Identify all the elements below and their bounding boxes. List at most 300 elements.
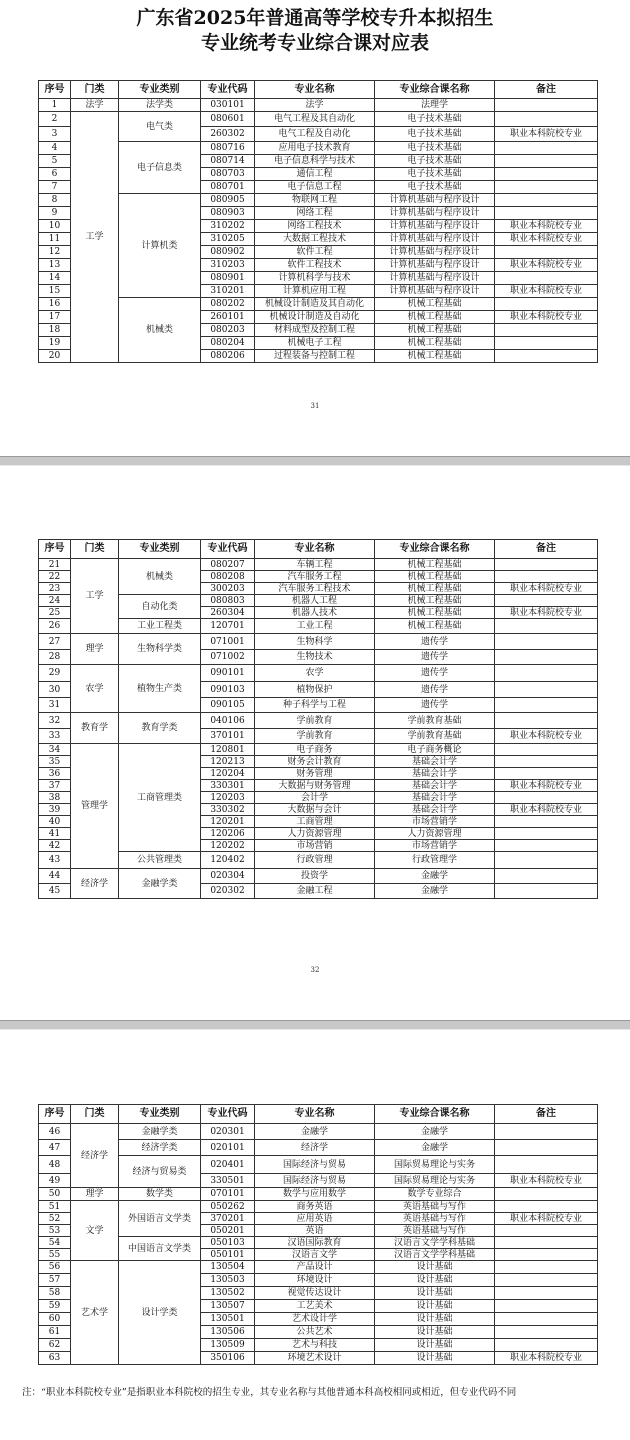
cell-major-name: 金融学	[255, 1124, 375, 1140]
cell-seq: 53	[39, 1225, 71, 1237]
table-row	[39, 1237, 598, 1249]
cell-seq: 63	[39, 1352, 71, 1365]
cell-major-code: 020304	[201, 869, 255, 884]
cell-major-name: 软件工程	[255, 246, 375, 259]
cell-major-name: 人力资源管理	[255, 828, 375, 840]
cell-major-name: 艺术设计学	[255, 1313, 375, 1326]
cell-major-code: 071002	[201, 650, 255, 665]
cell-major-class: 电子信息类	[119, 142, 201, 194]
cell-major-class: 公共管理类	[119, 852, 201, 869]
cell-course-name: 遗传学	[375, 698, 495, 713]
cell-major-name: 大数据工程技术	[255, 233, 375, 246]
cell-course-name: 机械工程基础	[375, 559, 495, 571]
cell-major-code: 080703	[201, 168, 255, 181]
cell-major-name: 大数据与会计	[255, 804, 375, 816]
cell-remark: 职业本科院校专业	[495, 804, 598, 816]
cell-course-name: 汉语言文学学科基础	[375, 1249, 495, 1261]
cell-course-name: 市场营销学	[375, 840, 495, 852]
cell-remark	[495, 324, 598, 337]
cell-major-code: 080206	[201, 350, 255, 363]
column-header-major-class: 专业类别	[119, 81, 201, 99]
cell-major-code: 350106	[201, 1352, 255, 1365]
cell-course-name: 设计基础	[375, 1313, 495, 1326]
cell-seq: 10	[39, 220, 71, 233]
cell-major-code: 020101	[201, 1140, 255, 1156]
cell-seq: 19	[39, 337, 71, 350]
table-row	[39, 298, 598, 311]
cell-remark	[495, 272, 598, 285]
cell-remark	[495, 840, 598, 852]
cell-seq: 57	[39, 1274, 71, 1287]
cell-major-code: 080905	[201, 194, 255, 207]
cell-major-name: 行政管理	[255, 852, 375, 869]
cell-course-name: 英语基础与写作	[375, 1201, 495, 1213]
cell-remark	[495, 350, 598, 363]
table-row	[39, 1140, 598, 1156]
cell-major-code: 071001	[201, 634, 255, 650]
cell-remark: 职业本科院校专业	[495, 1174, 598, 1188]
table-row	[39, 194, 598, 207]
column-header-seq: 序号	[39, 1105, 71, 1124]
cell-category: 教育学	[71, 713, 119, 744]
cell-remark	[495, 181, 598, 194]
cell-major-code: 130502	[201, 1287, 255, 1300]
table-row	[39, 619, 598, 634]
cell-course-name: 电子技术基础	[375, 155, 495, 168]
cell-major-code: 130506	[201, 1326, 255, 1339]
cell-course-name: 机械工程基础	[375, 311, 495, 324]
table-row	[39, 1124, 598, 1140]
cell-seq: 44	[39, 869, 71, 884]
cell-seq: 1	[39, 99, 71, 112]
cell-major-class: 中国语言文学类	[119, 1237, 201, 1261]
cell-course-name: 英语基础与写作	[375, 1225, 495, 1237]
cell-seq: 21	[39, 559, 71, 571]
cell-course-name: 机械工程基础	[375, 350, 495, 363]
cell-seq: 16	[39, 298, 71, 311]
cell-course-name: 国际贸易理论与实务	[375, 1156, 495, 1174]
column-header-remark: 备注	[495, 1105, 598, 1124]
cell-course-name: 电子技术基础	[375, 181, 495, 194]
cell-major-code: 260101	[201, 311, 255, 324]
cell-major-code: 120213	[201, 756, 255, 768]
cell-major-name: 电子信息科学与技术	[255, 155, 375, 168]
cell-remark	[495, 1140, 598, 1156]
column-header-major-name: 专业名称	[255, 1105, 375, 1124]
cell-course-name: 基础会计学	[375, 804, 495, 816]
cell-major-name: 学前教育	[255, 713, 375, 729]
cell-seq: 60	[39, 1313, 71, 1326]
cell-course-name: 市场营销学	[375, 816, 495, 828]
cell-major-code: 130507	[201, 1300, 255, 1313]
column-header-remark: 备注	[495, 540, 598, 559]
cell-seq: 34	[39, 744, 71, 756]
cell-remark	[495, 816, 598, 828]
cell-course-name: 计算机基础与程序设计	[375, 246, 495, 259]
column-header-category: 门类	[71, 1105, 119, 1124]
cell-course-name: 电子技术基础	[375, 127, 495, 142]
cell-major-class: 金融学类	[119, 1124, 201, 1140]
cell-remark	[495, 112, 598, 127]
cell-seq: 43	[39, 852, 71, 869]
cell-major-name: 种子科学与工程	[255, 698, 375, 713]
cell-major-name: 植物保护	[255, 682, 375, 698]
cell-major-code: 120402	[201, 852, 255, 869]
page-1	[0, 0, 630, 456]
cell-course-name: 电子技术基础	[375, 142, 495, 155]
column-header-category: 门类	[71, 540, 119, 559]
cell-major-name: 会计学	[255, 792, 375, 804]
cell-seq: 49	[39, 1174, 71, 1188]
cell-course-name: 遗传学	[375, 665, 495, 682]
cell-seq: 40	[39, 816, 71, 828]
cell-seq: 35	[39, 756, 71, 768]
cell-remark	[495, 884, 598, 899]
cell-major-code: 080803	[201, 595, 255, 607]
cell-major-code: 080716	[201, 142, 255, 155]
cell-remark: 职业本科院校专业	[495, 285, 598, 298]
cell-major-class: 外国语言文学类	[119, 1201, 201, 1237]
cell-seq: 55	[39, 1249, 71, 1261]
cell-major-name: 机械电子工程	[255, 337, 375, 350]
cell-course-name: 学前教育基础	[375, 729, 495, 744]
column-header-category: 门类	[71, 81, 119, 99]
cell-remark	[495, 1188, 598, 1201]
cell-major-code: 080601	[201, 112, 255, 127]
cell-seq: 50	[39, 1188, 71, 1201]
cell-seq: 27	[39, 634, 71, 650]
cell-course-name: 计算机基础与程序设计	[375, 259, 495, 272]
cell-seq: 47	[39, 1140, 71, 1156]
table-header-row	[39, 81, 598, 99]
cell-course-name: 机械工程基础	[375, 619, 495, 634]
cell-major-code: 310203	[201, 259, 255, 272]
cell-major-code: 130501	[201, 1313, 255, 1326]
cell-category: 工学	[71, 559, 119, 634]
column-header-major-class: 专业类别	[119, 1105, 201, 1124]
cell-remark: 职业本科院校专业	[495, 780, 598, 792]
cell-course-name: 计算机基础与程序设计	[375, 194, 495, 207]
table-header-row	[39, 1105, 598, 1124]
cell-remark	[495, 1339, 598, 1352]
table-row	[39, 1201, 598, 1213]
cell-major-name: 汽车服务工程技术	[255, 583, 375, 595]
cell-course-name: 基础会计学	[375, 780, 495, 792]
column-header-major-name: 专业名称	[255, 81, 375, 99]
cell-seq: 61	[39, 1326, 71, 1339]
cell-major-code: 120206	[201, 828, 255, 840]
cell-seq: 20	[39, 350, 71, 363]
cell-major-class: 工商管理类	[119, 744, 201, 852]
table-row	[39, 1188, 598, 1201]
cell-major-name: 机械设计制造及自动化	[255, 311, 375, 324]
cell-seq: 41	[39, 828, 71, 840]
cell-course-name: 人力资源管理	[375, 828, 495, 840]
cell-major-name: 机器人工程	[255, 595, 375, 607]
cell-major-code: 080207	[201, 559, 255, 571]
cell-major-class: 机械类	[119, 559, 201, 595]
cell-major-code: 310202	[201, 220, 255, 233]
column-header-seq: 序号	[39, 540, 71, 559]
table-row	[39, 869, 598, 884]
cell-seq: 6	[39, 168, 71, 181]
cell-major-class: 机械类	[119, 298, 201, 363]
cell-major-name: 工业工程	[255, 619, 375, 634]
cell-seq: 56	[39, 1261, 71, 1274]
cell-seq: 52	[39, 1213, 71, 1225]
cell-seq: 39	[39, 804, 71, 816]
cell-seq: 62	[39, 1339, 71, 1352]
cell-major-name: 通信工程	[255, 168, 375, 181]
cell-major-code: 370101	[201, 729, 255, 744]
cell-major-class: 工业工程类	[119, 619, 201, 634]
cell-major-name: 市场营销	[255, 840, 375, 852]
cell-major-code: 120204	[201, 768, 255, 780]
page-number-32: 32	[310, 966, 320, 974]
column-header-course-name: 专业综合课名称	[375, 81, 495, 99]
cell-major-code: 090105	[201, 698, 255, 713]
cell-course-name: 学前教育基础	[375, 713, 495, 729]
cell-course-name: 基础会计学	[375, 756, 495, 768]
cell-major-class: 法学类	[119, 99, 201, 112]
table-row	[39, 634, 598, 650]
cell-seq: 4	[39, 142, 71, 155]
column-header-major-class: 专业类别	[119, 540, 201, 559]
cell-major-code: 050201	[201, 1225, 255, 1237]
cell-course-name: 汉语言文学学科基础	[375, 1237, 495, 1249]
cell-course-name: 机械工程基础	[375, 607, 495, 619]
column-header-major-name: 专业名称	[255, 540, 375, 559]
cell-remark	[495, 194, 598, 207]
cell-remark	[495, 207, 598, 220]
cell-major-name: 电子信息工程	[255, 181, 375, 194]
cell-major-code: 080902	[201, 246, 255, 259]
cell-remark: 职业本科院校专业	[495, 583, 598, 595]
cell-seq: 23	[39, 583, 71, 595]
cell-remark	[495, 1313, 598, 1326]
cell-major-code: 130509	[201, 1339, 255, 1352]
cell-major-class: 经济与贸易类	[119, 1156, 201, 1188]
cell-major-name: 计算机科学与技术	[255, 272, 375, 285]
cell-course-name: 机械工程基础	[375, 298, 495, 311]
column-header-major-code: 专业代码	[201, 81, 255, 99]
column-header-major-code: 专业代码	[201, 1105, 255, 1124]
cell-major-name: 过程装备与控制工程	[255, 350, 375, 363]
cell-major-code: 330301	[201, 780, 255, 792]
cell-course-name: 机械工程基础	[375, 595, 495, 607]
cell-seq: 42	[39, 840, 71, 852]
cell-major-name: 电子商务	[255, 744, 375, 756]
cell-major-name: 生物科学	[255, 634, 375, 650]
cell-course-name: 英语基础与写作	[375, 1213, 495, 1225]
column-header-seq: 序号	[39, 81, 71, 99]
cell-course-name: 计算机基础与程序设计	[375, 207, 495, 220]
cell-remark: 职业本科院校专业	[495, 1213, 598, 1225]
cell-remark	[495, 1156, 598, 1174]
cell-seq: 31	[39, 698, 71, 713]
cell-remark	[495, 756, 598, 768]
major-table-page-2	[38, 539, 598, 899]
cell-major-name: 汽车服务工程	[255, 571, 375, 583]
cell-course-name: 数学专业综合	[375, 1188, 495, 1201]
cell-major-class: 植物生产类	[119, 665, 201, 713]
cell-course-name: 设计基础	[375, 1339, 495, 1352]
cell-major-name: 国际经济与贸易	[255, 1174, 375, 1188]
cell-remark: 职业本科院校专业	[495, 127, 598, 142]
cell-seq: 22	[39, 571, 71, 583]
cell-remark	[495, 1237, 598, 1249]
cell-major-class: 设计学类	[119, 1261, 201, 1365]
major-table-page-1	[38, 80, 598, 363]
cell-major-code: 330501	[201, 1174, 255, 1188]
cell-major-code: 090103	[201, 682, 255, 698]
cell-major-name: 软件工程技术	[255, 259, 375, 272]
cell-major-name: 机器人技术	[255, 607, 375, 619]
table-row	[39, 142, 598, 155]
cell-course-name: 基础会计学	[375, 792, 495, 804]
cell-seq: 7	[39, 181, 71, 194]
cell-remark	[495, 619, 598, 634]
column-header-course-name: 专业综合课名称	[375, 1105, 495, 1124]
cell-course-name: 机械工程基础	[375, 571, 495, 583]
cell-major-class: 数学类	[119, 1188, 201, 1201]
cell-major-code: 120203	[201, 792, 255, 804]
document-title-line1: 广东省2025年普通高等学校专升本拟招生	[136, 7, 494, 29]
cell-major-class: 金融学类	[119, 869, 201, 899]
column-header-remark: 备注	[495, 81, 598, 99]
cell-category: 农学	[71, 665, 119, 713]
cell-major-name: 车辆工程	[255, 559, 375, 571]
cell-seq: 32	[39, 713, 71, 729]
cell-major-name: 工商管理	[255, 816, 375, 828]
cell-major-name: 网络工程技术	[255, 220, 375, 233]
cell-remark	[495, 634, 598, 650]
cell-remark	[495, 99, 598, 112]
cell-remark	[495, 1300, 598, 1313]
cell-major-name: 计算机应用工程	[255, 285, 375, 298]
cell-seq: 51	[39, 1201, 71, 1213]
cell-seq: 38	[39, 792, 71, 804]
table-header-row	[39, 540, 598, 559]
cell-major-code: 120201	[201, 816, 255, 828]
cell-course-name: 设计基础	[375, 1352, 495, 1365]
cell-major-class: 计算机类	[119, 194, 201, 298]
cell-remark	[495, 1124, 598, 1140]
cell-major-name: 金融工程	[255, 884, 375, 899]
cell-major-code: 310205	[201, 233, 255, 246]
cell-major-code: 080701	[201, 181, 255, 194]
cell-seq: 29	[39, 665, 71, 682]
footnote: 注：“职业本科院校专业”是指职业本科院校的招生专业，其专业名称与其他普通本科高校相同或相近，但专业代码不同	[22, 1387, 517, 1398]
cell-major-name: 公共艺术	[255, 1326, 375, 1339]
cell-major-code: 080714	[201, 155, 255, 168]
cell-major-code: 260304	[201, 607, 255, 619]
cell-course-name: 基础会计学	[375, 768, 495, 780]
cell-course-name: 法理学	[375, 99, 495, 112]
cell-category: 经济学	[71, 869, 119, 899]
cell-remark	[495, 155, 598, 168]
table-row	[39, 559, 598, 571]
cell-major-code: 080204	[201, 337, 255, 350]
cell-major-name: 材料成型及控制工程	[255, 324, 375, 337]
cell-remark	[495, 665, 598, 682]
cell-course-name: 电子商务概论	[375, 744, 495, 756]
cell-seq: 48	[39, 1156, 71, 1174]
cell-seq: 54	[39, 1237, 71, 1249]
cell-remark	[495, 744, 598, 756]
cell-major-code: 020401	[201, 1156, 255, 1174]
cell-remark	[495, 571, 598, 583]
cell-course-name: 遗传学	[375, 650, 495, 665]
cell-course-name: 计算机基础与程序设计	[375, 285, 495, 298]
cell-course-name: 金融学	[375, 869, 495, 884]
cell-major-name: 汉语言文学	[255, 1249, 375, 1261]
major-table-page-3	[38, 1104, 598, 1365]
cell-course-name: 计算机基础与程序设计	[375, 220, 495, 233]
cell-remark: 职业本科院校专业	[495, 607, 598, 619]
cell-major-name: 财务管理	[255, 768, 375, 780]
cell-major-code: 050101	[201, 1249, 255, 1261]
page-2	[0, 466, 630, 1020]
cell-major-name: 汉语国际教育	[255, 1237, 375, 1249]
cell-major-code: 040106	[201, 713, 255, 729]
cell-major-name: 投资学	[255, 869, 375, 884]
cell-major-name: 国际经济与贸易	[255, 1156, 375, 1174]
cell-major-name: 财务会计教育	[255, 756, 375, 768]
cell-remark	[495, 682, 598, 698]
cell-course-name: 设计基础	[375, 1326, 495, 1339]
cell-major-name: 电气工程及自动化	[255, 127, 375, 142]
cell-major-name: 大数据与财务管理	[255, 780, 375, 792]
cell-major-name: 生物技术	[255, 650, 375, 665]
cell-major-code: 130503	[201, 1274, 255, 1287]
cell-course-name: 遗传学	[375, 634, 495, 650]
cell-major-code: 130504	[201, 1261, 255, 1274]
table-row	[39, 595, 598, 607]
cell-remark	[495, 1274, 598, 1287]
table-row	[39, 852, 598, 869]
cell-major-code: 310201	[201, 285, 255, 298]
cell-course-name: 设计基础	[375, 1287, 495, 1300]
cell-seq: 14	[39, 272, 71, 285]
cell-major-name: 环境设计	[255, 1274, 375, 1287]
cell-seq: 9	[39, 207, 71, 220]
cell-major-class: 经济学类	[119, 1140, 201, 1156]
cell-major-code: 260302	[201, 127, 255, 142]
cell-category: 法学	[71, 99, 119, 112]
table-row	[39, 744, 598, 756]
cell-seq: 25	[39, 607, 71, 619]
cell-seq: 58	[39, 1287, 71, 1300]
cell-remark: 职业本科院校专业	[495, 1352, 598, 1365]
cell-major-code: 030101	[201, 99, 255, 112]
cell-remark	[495, 1287, 598, 1300]
cell-course-name: 设计基础	[375, 1261, 495, 1274]
table-row	[39, 99, 598, 112]
page-number-31: 31	[310, 402, 320, 410]
cell-major-code: 080202	[201, 298, 255, 311]
table-row	[39, 1156, 598, 1174]
cell-major-class: 自动化类	[119, 595, 201, 619]
cell-major-name: 应用英语	[255, 1213, 375, 1225]
cell-seq: 36	[39, 768, 71, 780]
cell-course-name: 机械工程基础	[375, 324, 495, 337]
page-separator	[0, 1020, 630, 1030]
cell-remark	[495, 1261, 598, 1274]
cell-major-name: 网络工程	[255, 207, 375, 220]
table-row	[39, 112, 598, 127]
cell-major-code: 120701	[201, 619, 255, 634]
